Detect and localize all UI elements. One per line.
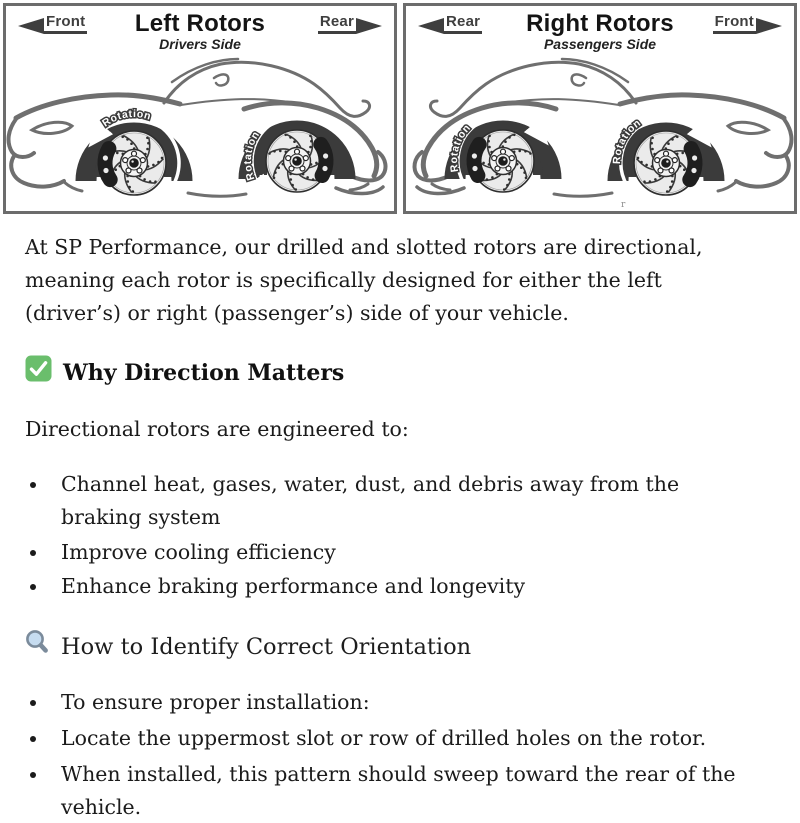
- arrow-left-icon: [418, 18, 444, 34]
- rotor-direction-diagram: [3, 3, 797, 214]
- arrow-right-icon: [356, 18, 382, 34]
- list-item: • Channel heat, gases, water, dust, and debris away from the braking system: [49, 468, 755, 534]
- panel-title-text: Right Rotors: [526, 10, 674, 37]
- why-bullet-list: [25, 468, 755, 603]
- article-body: [0, 214, 800, 823]
- front-rotation-label: Rotation: [610, 116, 644, 165]
- how-bullet-list: [25, 686, 755, 823]
- arrow-left-icon: [18, 18, 44, 34]
- why-lead-text: Directional rotors are engineered to:: [25, 417, 409, 442]
- section-title: Why Direction Matters: [63, 360, 345, 387]
- rear-rotation-label: Rotation: [241, 129, 263, 182]
- car-line-art: [9, 59, 386, 196]
- right-panel-header: [406, 13, 794, 34]
- left-rotors-panel: [3, 3, 397, 214]
- panel-title-text: Left Rotors: [134, 10, 266, 37]
- panel-subtitle-text: Drivers Side: [159, 36, 241, 52]
- check-mark-icon: [25, 355, 52, 392]
- front-direction-indicator: [713, 13, 782, 34]
- list-item: • Enhance braking performance and longevity: [49, 570, 755, 603]
- right-car-illustration: [406, 6, 794, 211]
- rear-direction-indicator: [318, 13, 382, 34]
- list-item: • Improve cooling efficiency: [49, 536, 755, 569]
- direction-label: Front: [713, 13, 756, 34]
- section-why-heading: [25, 355, 755, 392]
- section-title: How to Identify Correct Orientation: [61, 634, 472, 661]
- front-direction-indicator: [18, 13, 87, 34]
- arrow-right-icon: [756, 18, 782, 34]
- magnifying-glass-icon: [25, 629, 50, 665]
- rear-direction-indicator: [418, 13, 482, 34]
- left-panel-header: [6, 13, 394, 34]
- front-rotation-label: Rotation: [100, 108, 153, 130]
- right-rotors-panel: [403, 3, 797, 214]
- list-item: • When installed, this pattern should sweep toward the rear of the vehicle.: [49, 758, 755, 823]
- rear-rotation-label: Rotation: [447, 121, 474, 173]
- section-how-heading: [25, 629, 755, 665]
- intro-paragraph: At SP Performance, our drilled and slotted rotors are directional, meaning each rotor is specifically designed for either the left (driver’s) or right (passenger’s) side of your vehicle.: [25, 235, 703, 325]
- direction-label: Front: [44, 13, 87, 34]
- list-item: • To ensure proper installation:: [49, 686, 755, 719]
- direction-label: Rear: [318, 13, 356, 34]
- list-item: • Locate the uppermost slot or row of drilled holes on the rotor.: [49, 722, 755, 755]
- left-car-illustration: [6, 6, 394, 211]
- corner-mark: r: [621, 200, 626, 210]
- panel-subtitle-text: Passengers Side: [543, 36, 657, 52]
- direction-label: Rear: [444, 13, 482, 34]
